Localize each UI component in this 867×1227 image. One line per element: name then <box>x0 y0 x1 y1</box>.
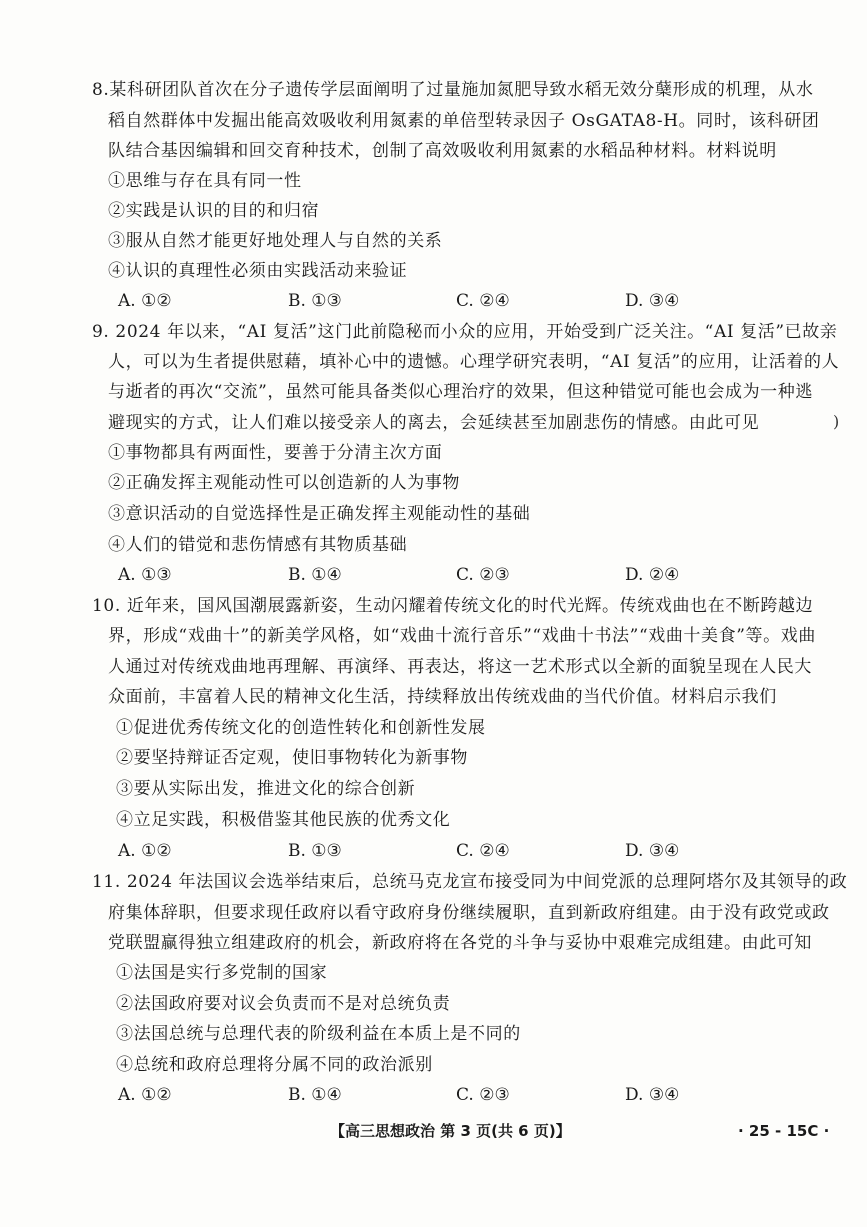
option-b[interactable]: B. ①④ <box>288 565 342 585</box>
option-a[interactable]: A. ①② <box>118 1085 172 1105</box>
option-d[interactable]: D. ③④ <box>625 291 680 311</box>
page-footer <box>0 1119 867 1143</box>
question-11-stem-line-3: 党联盟赢得独立组建政府的机会，新政府将在各党的斗争与妥协中艰难完成组建。由此可知 <box>108 933 812 953</box>
option-d[interactable]: D. ③④ <box>625 841 680 861</box>
question-10-stem-line-3: 人通过对传统戏曲地再理解、再演绎、再表达，将这一艺术形式以全新的面貌呈现在人民大 <box>108 657 812 677</box>
question-9-item-3: ③意识活动的自觉选择性是正确发挥主观能动性的基础 <box>108 504 531 524</box>
question-11-item-1: ①法国是实行多党制的国家 <box>116 963 328 983</box>
question-9-stem-line-2: 人，可以为生者提供慰藉，填补心中的遗憾。心理学研究表明，“AI 复活”的应用，让活着的人 <box>108 352 840 372</box>
question-11-stem-line-1: 11. 2024 年法国议会选举结束后，总统马克龙宣布接受同为中间党派的总理阿塔尔及其领导的政 <box>92 872 848 892</box>
question-11-item-4: ④总统和政府总理将分属不同的政治派别 <box>116 1055 433 1075</box>
question-9-options <box>0 564 867 586</box>
option-c[interactable]: C. ②③ <box>456 1085 510 1105</box>
question-8-item-1: ①思维与存在具有同一性 <box>108 171 302 191</box>
option-b[interactable]: B. ①④ <box>288 1085 342 1105</box>
option-b[interactable]: B. ①③ <box>288 841 342 861</box>
footer-exam-code: · 25 - 15C · <box>738 1122 830 1140</box>
question-9-stem-line-1: 9. 2024 年以来，“AI 复活”这门此前隐秘而小众的应用，开始受到广泛关注。“AI 复活”已故亲 <box>92 322 838 342</box>
question-9-stem-line-4: 避现实的方式，让人们难以接受亲人的离去，会延续甚至加剧悲伤的情感。由此可见 <box>108 413 760 433</box>
question-11-options <box>0 1084 867 1106</box>
option-c[interactable]: C. ②④ <box>456 841 510 861</box>
option-a[interactable]: A. ①② <box>118 841 172 861</box>
footer-page-info: 【高三思想政治 第 3 页(共 6 页)】 <box>330 1122 571 1140</box>
question-9-stem-line-3: 与逝者的再次“交流”，虽然可能具备类似心理治疗的效果，但这种错觉可能也会成为一种逃 <box>108 382 813 402</box>
option-b[interactable]: B. ①③ <box>288 291 342 311</box>
option-a[interactable]: A. ①② <box>118 291 172 311</box>
question-10-stem-line-4: 众面前，丰富着人民的精神文化生活，持续释放出传统戏曲的当代价值。材料启示我们 <box>108 687 777 707</box>
option-c[interactable]: C. ②④ <box>456 291 510 311</box>
question-10-item-2: ②要坚持辩证否定观，使旧事物转化为新事物 <box>116 748 468 768</box>
option-d[interactable]: D. ②④ <box>625 565 680 585</box>
question-10-item-3: ③要从实际出发，推进文化的综合创新 <box>116 779 416 799</box>
question-8-stem-line-1: 8.某科研团队首次在分子遗传学层面阐明了过量施加氮肥导致水稻无效分蘖形成的机理，从水 <box>92 80 814 100</box>
question-8-stem-line-2: 稻自然群体中发掘出能高效吸收利用氮素的单倍型转录因子 OsGATA8-H。同时，该科研团 <box>108 111 820 131</box>
option-c[interactable]: C. ②③ <box>456 565 510 585</box>
question-10-options <box>0 840 867 862</box>
question-8-item-3: ③服从自然才能更好地处理人与自然的关系 <box>108 231 443 251</box>
question-8-stem-line-3: 队结合基因编辑和回交育种技术，创制了高效吸收利用氮素的水稻品种材料。材料说明 <box>108 141 777 161</box>
question-10-item-4: ④立足实践，积极借鉴其他民族的优秀文化 <box>116 810 451 830</box>
question-8-item-4: ④认识的真理性必须由实践活动来验证 <box>108 261 408 281</box>
question-11-item-2: ②法国政府要对议会负责而不是对总统负责 <box>116 994 451 1014</box>
question-10-item-1: ①促进优秀传统文化的创造性转化和创新性发展 <box>116 718 486 738</box>
question-10-stem-line-1: 10. 近年来，国风国潮展露新姿，生动闪耀着传统文化的时代光辉。传统戏曲也在不断跨越边 <box>92 596 814 616</box>
option-a[interactable]: A. ①③ <box>118 565 172 585</box>
question-9-item-4: ④人们的错觉和悲伤情感有其物质基础 <box>108 535 408 555</box>
option-d[interactable]: D. ③④ <box>625 1085 680 1105</box>
question-9-item-2: ②正确发挥主观能动性可以创造新的人为事物 <box>108 473 460 493</box>
question-11-stem-line-2: 府集体辞职，但要求现任政府以看守政府身份继续履职，直到新政府组建。由于没有政党或政 <box>108 903 830 923</box>
question-8-options <box>0 290 867 312</box>
question-11-item-3: ③法国总统与总理代表的阶级利益在本质上是不同的 <box>116 1024 521 1044</box>
question-8-item-2: ②实践是认识的目的和归宿 <box>108 201 320 221</box>
question-10-stem-line-2: 界，形成“戏曲十”的新美学风格，如“戏曲十流行音乐”“戏曲十书法”“戏曲十美食”等。戏曲 <box>108 626 816 646</box>
question-9-item-1: ①事物都具有两面性，要善于分清主次方面 <box>108 443 443 463</box>
margin-mark: ) <box>833 412 840 431</box>
